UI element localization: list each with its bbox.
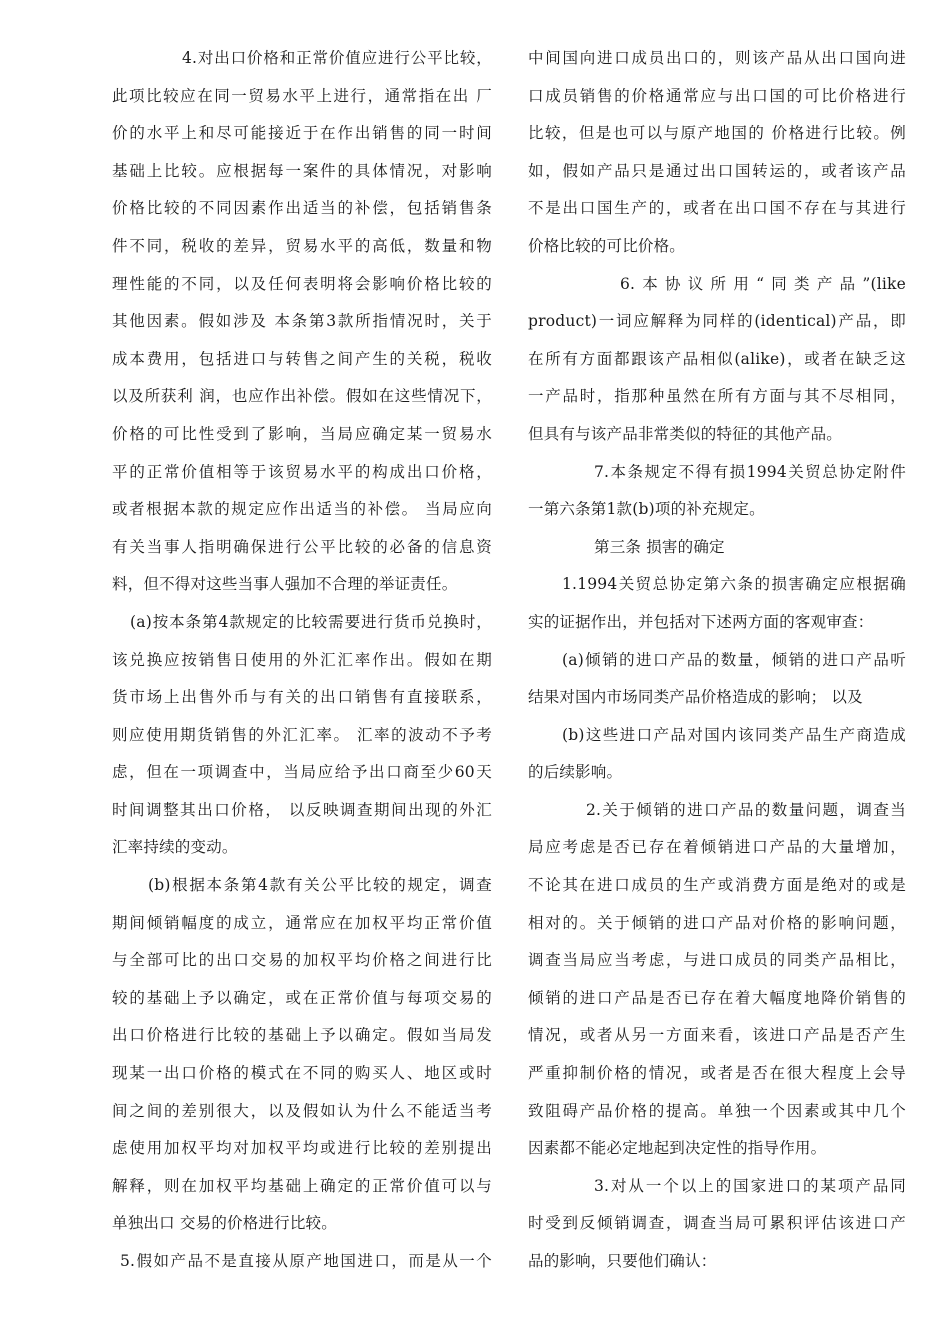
text-line: 1.1994关贸总协定第六条的损害确定应根据确 [562,575,906,594]
left-text-column [112,40,492,1281]
text-line: 不论其在进口成员的生产或消费方面是绝对的或是 [528,876,906,895]
text-line: 一第六条第1款(b)项的补充规定。 [528,500,765,519]
text-line: 虑使用加权平均对加权平均或进行比较的差别提出 [112,1139,492,1158]
text-line: 虑，但在一项调查中，当局应给予出口商至少60天 [112,763,492,782]
text-line: 现某一出口价格的模式在不同的购买人、地区或时 [112,1064,492,1083]
right-text-column [528,40,906,1281]
text-line: 价格比较的不同因素作出适当的补偿，包括销售条 [112,199,492,218]
text-line: 其他因素。假如涉及 本条第3款所指情况时，关于 [112,312,492,331]
text-line: 单独出口 交易的价格进行比较。 [112,1214,337,1233]
text-line: 倾销的进口产品是否已存在着大幅度地降价销售的 [528,988,906,1007]
text-line: 时受到反倾销调查，调查当局可累积评估该进口产 [528,1214,906,1233]
text-line: 成本费用，包括进口与转售之间产生的关税，税收 [112,349,492,368]
text-line: 第三条 损害的确定 [594,537,725,556]
text-line: (a)倾销的进口产品的数量，倾销的进口产品听 [562,650,906,669]
text-line: 期间倾销幅度的成立，通常应在加权平均正常价值 [112,913,492,932]
text-line: 则应使用期货销售的外汇汇率。 汇率的波动不予考 [112,725,492,744]
text-line: 货市场上出售外币与有关的出口销售有直接联系， [112,688,492,707]
text-line: 调查当局应当考虑，与进口成员的同类产品相比， [528,951,906,970]
text-line: 基础上比较。应根据每一案件的具体情况，对影响 [112,161,492,180]
text-line: 与全部可比的出口交易的加权平均价格之间进行比 [112,951,492,970]
text-line: 在所有方面都跟该产品相似(alike)，或者在缺乏这 [528,349,906,368]
text-line: 汇率持续的变动。 [112,838,238,857]
text-line: 中间国向进口成员出口的，则该产品从出口国向进 [528,49,906,67]
text-line: 或者根据本款的规定应作出适当的补偿。 当局应向 [112,500,492,519]
text-line: 但具有与该产品非常类似的特征的其他产品。 [528,424,843,443]
text-line: 料，但不得对这些当事人强加不合理的举证责任。 [112,575,458,594]
text-line: 6.本协议所用“同类产品”(like [620,274,906,293]
text-line: 不是出口国生产的，或者在出口国不存在与其进行 [528,199,906,218]
text-line: (b)根据本条第4款有关公平比较的规定，调查 [148,876,492,895]
text-line: 相对的。关于倾销的进口产品对价格的影响问题， [528,913,906,932]
text-line: 结果对国内市场同类产品价格造成的影响； 以及 [528,688,863,707]
text-line: 情况，或者从另一方面来看，该进口产品是否产生 [528,1026,906,1045]
text-line: 价的水平上和尽可能接近于在作出销售的同一时间 [112,124,492,143]
text-line: 7.本条规定不得有损1994关贸总协定附件 [594,462,906,481]
text-line: 一产品时，指那种虽然在所有方面与其不尽相同， [528,387,906,406]
text-line: 价格比较的可比价格。 [528,236,686,255]
text-line: (a)按本条第4款规定的比较需要进行货币兑换时， [130,612,492,631]
text-line: (b)这些进口产品对国内该同类产品生产商造成 [562,725,906,744]
text-line: 的后续影响。 [528,763,623,782]
text-line: 间之间的差别很大，以及假如认为什么不能适当考 [112,1101,492,1120]
text-line: 理性能的不同，以及任何表明将会影响价格比较的 [112,274,492,293]
text-line: 出口价格进行比较的基础上予以确定。假如当局发 [112,1026,492,1045]
text-line: 致阻碍产品价格的提高。单独一个因素或其中几个 [528,1101,906,1120]
text-line: 价格的可比性受到了影响，当局应确定某一贸易水 [112,424,492,443]
text-line: 较的基础上予以确定，或在正常价值与每项交易的 [112,988,492,1007]
text-line: 3.对从一个以上的国家进口的某项产品同 [594,1176,906,1195]
text-line: 实的证据作出，并包括对下述两方面的客观审查： [528,612,874,631]
text-line: 品的影响，只要他们确认： [528,1252,717,1270]
text-line: product)一词应解释为同样的(identical)产品，即 [528,312,906,331]
text-line: 5.假如产品不是直接从原产地国进口，而是从一个 [120,1252,492,1270]
text-line: 解释，则在加权平均基础上确定的正常价值可以与 [112,1176,492,1195]
text-line: 比较，但是也可以与原产地国的 价格进行比较。例 [528,124,906,143]
text-line: 因素都不能必定地起到决定性的指导作用。 [528,1139,827,1158]
text-line: 以及所获利 润，也应作出补偿。假如在这些情况下， [112,387,492,406]
text-line: 件不同，税收的差异，贸易水平的高低，数量和物 [112,236,492,255]
text-line: 平的正常价值相等于该贸易水平的构成出口价格， [112,462,492,481]
text-line: 该兑换应按销售日使用的外汇汇率作出。假如在期 [112,650,492,669]
text-line: 此项比较应在同一贸易水平上进行，通常指在出 厂 [112,86,492,105]
text-line: 如，假如产品只是通过出口国转运的，或者该产品 [528,161,906,180]
text-line: 有关当事人指明确保进行公平比较的必备的信息资 [112,537,492,556]
text-line: 2.关于倾销的进口产品的数量问题，调查当 [586,800,906,819]
text-line: 局应考虑是否已存在着倾销进口产品的大量增加， [528,838,906,857]
text-line: 严重抑制价格的情况，或者是否在很大程度上会导 [528,1064,906,1083]
text-line: 时间调整其出口价格， 以反映调查期间出现的外汇 [112,800,492,819]
text-line: 4.对出口价格和正常价值应进行公平比较， [182,49,492,67]
text-line: 口成员销售的价格通常应与出口国的可比价格进行 [528,86,906,105]
